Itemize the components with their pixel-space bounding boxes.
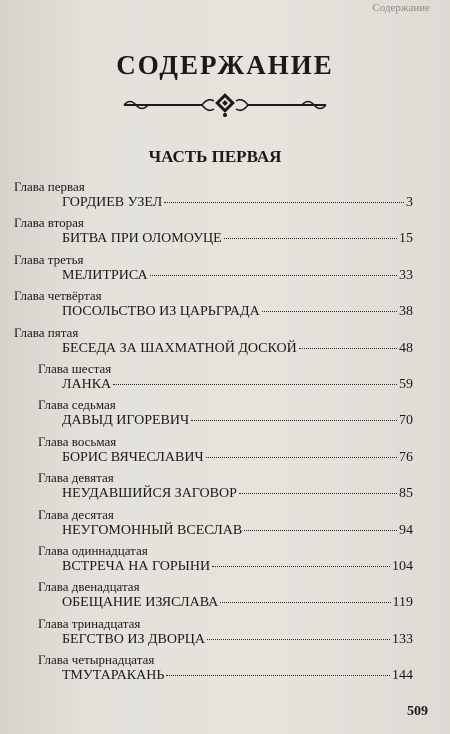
dot-leader <box>191 420 397 421</box>
page-number: 509 <box>407 704 428 719</box>
toc-entry[interactable] <box>0 507 450 543</box>
toc-entry[interactable] <box>0 397 450 433</box>
chapter-title: БЕГСТВО ИЗ ДВОРЦА <box>62 631 205 647</box>
toc-entry[interactable] <box>0 179 450 215</box>
toc-entry[interactable] <box>0 288 450 324</box>
chapter-title: ГОРДИЕВ УЗЕЛ <box>62 195 163 210</box>
chapter-title: БИТВА ПРИ ОЛОМОУЦЕ <box>62 231 222 247</box>
chapter-page-number: 33 <box>399 267 413 283</box>
chapter-page-number: 15 <box>399 231 413 247</box>
part-heading: ЧАСТЬ ПЕРВАЯ <box>148 147 282 166</box>
chapter-label: Глава тринадцатая <box>38 615 141 631</box>
chapter-page-number: 144 <box>392 668 413 684</box>
chapter-label: Глава седьмая <box>38 397 116 413</box>
dot-leader <box>206 457 397 458</box>
chapter-page-number: 119 <box>392 595 413 611</box>
toc-entry[interactable] <box>0 325 450 361</box>
chapter-title: ТМУТАРАКАНЬ <box>62 668 165 684</box>
toc-entry[interactable] <box>0 252 450 288</box>
chapter-label: Глава четвёртая <box>14 288 102 304</box>
chapter-title: БЕСЕДА ЗА ШАХМАТНОЙ ДОСКОЙ <box>62 340 297 356</box>
toc-entry[interactable] <box>0 434 450 470</box>
chapter-label: Глава четырнадцатая <box>38 652 155 668</box>
dot-leader <box>239 493 397 494</box>
chapter-page-number: 85 <box>399 486 413 502</box>
dot-leader <box>220 602 390 603</box>
dot-leader <box>164 202 404 203</box>
dot-leader <box>212 566 390 567</box>
chapter-label: Глава шестая <box>38 361 112 376</box>
chapter-label: Глава девятая <box>38 470 114 486</box>
chapter-page-number: 133 <box>392 631 413 647</box>
chapter-title: ОБЕЩАНИЕ ИЗЯСЛАВА <box>62 595 219 611</box>
toc-entry[interactable] <box>0 652 450 688</box>
dot-leader <box>150 275 397 276</box>
chapter-title: ПОСОЛЬСТВО ИЗ ЦАРЬГРАДА <box>62 304 260 320</box>
chapter-title: МЕЛИТРИСА <box>62 267 148 283</box>
chapter-label: Глава третья <box>14 251 84 267</box>
chapter-label: Глава первая <box>14 179 85 194</box>
toc-entry[interactable] <box>0 215 450 251</box>
ornament-divider-icon <box>120 92 330 118</box>
dot-leader <box>299 348 397 349</box>
toc-entry[interactable] <box>0 470 450 506</box>
page-title: СОДЕРЖАНИЕ <box>116 50 334 80</box>
toc-entry[interactable] <box>0 616 450 652</box>
chapter-page-number: 76 <box>399 449 413 465</box>
chapter-page-number: 48 <box>399 340 413 356</box>
chapter-label: Глава восьмая <box>38 433 117 449</box>
chapter-title: ЛАНКА <box>62 377 112 392</box>
chapter-title: БОРИС ВЯЧЕСЛАВИЧ <box>62 449 204 465</box>
dot-leader <box>113 384 397 385</box>
chapter-page-number: 70 <box>399 413 413 429</box>
chapter-label: Глава пятая <box>14 324 79 340</box>
dot-leader <box>207 639 390 640</box>
chapter-page-number: 104 <box>392 559 413 574</box>
chapter-page-number: 3 <box>406 195 413 210</box>
chapter-title: НЕУДАВШИЙСЯ ЗАГОВОР <box>62 486 237 502</box>
toc-entry[interactable] <box>0 543 450 579</box>
dot-leader <box>262 311 397 312</box>
running-head: Содержание <box>372 2 430 14</box>
toc-entry[interactable] <box>0 361 450 397</box>
chapter-title: ВСТРЕЧА НА ГОРЫНИ <box>62 559 211 574</box>
toc-entry[interactable] <box>0 579 450 615</box>
dot-leader <box>224 238 397 239</box>
chapter-page-number: 59 <box>399 377 413 392</box>
chapter-label: Глава одиннадцатая <box>38 543 148 558</box>
dot-leader <box>166 675 390 676</box>
chapter-page-number: 94 <box>399 522 413 538</box>
chapter-title: ДАВЫД ИГОРЕВИЧ <box>62 413 190 429</box>
chapter-label: Глава двенадцатая <box>38 579 140 595</box>
chapter-label: Глава десятая <box>38 506 114 522</box>
chapter-title: НЕУГОМОННЫЙ ВСЕСЛАВ <box>62 522 243 538</box>
chapter-page-number: 38 <box>399 304 413 320</box>
chapter-label: Глава вторая <box>14 215 84 231</box>
dot-leader <box>244 530 397 531</box>
